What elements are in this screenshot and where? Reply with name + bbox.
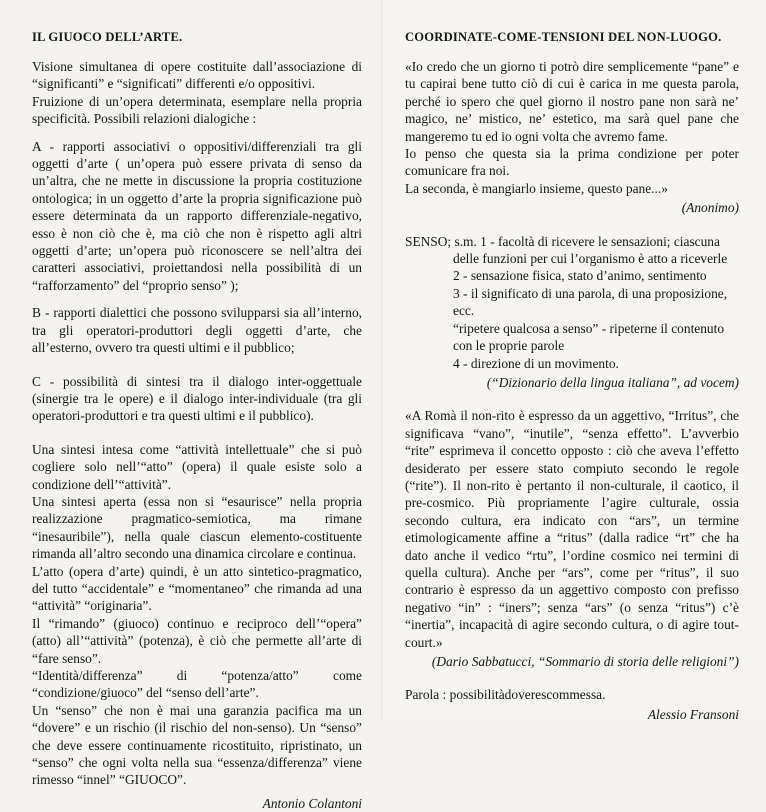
quote-paragraph: La seconda, è mangiarlo insieme, questo pane...» — [405, 180, 668, 196]
relation-a: A - rapporti associativi o oppositivi/differenziali tra gli oggetti d’arte ( un’opera può essere privata di senso da un’altra, che ne mette in discussione la propria costituzione ontologica; in un oggetto d’arte la propria significazione può essere determinata da un rapporto differenziale-negativo, esso è non ciò che è, ma ciò che non è rispetto agli altri oggetti d’arte; un’opera può riconoscere se nell’altra dei caratteri associativi, proiettandosi nella possibilità di un “rafforzamento” del “proprio senso” ); — [32, 138, 362, 293]
definition-line: “ripetere qualcosa a senso” - ripeterne il contenuto — [453, 320, 725, 336]
left-page — [0, 0, 383, 811]
quote-paragraph: «A Romà il non-rito è espresso da un aggettivo, “Irritus”, che significava “vano”, “inutile”, “senza effetto”. L’avverbio “rite” esprimeva il concetto opposto : ciò che aveva l’effetto desiderato per essere stato compiuto secondo le regole (“rite”). Il non-rito è pertanto il non-culturale, il caotico, il pre-cosmico. Più propriamente l’agire culturale, ossia secondo cultura, era indicato con “ars”, un termine etimologicamente affine a “ritus” (dalla radice “rt” che ha dato anche il vedico “rtu”, l’ordine cosmico nei termini di quella cultura). Anche per “ars”, come per “ritus”, il suo contrario è espresso da un aggettivo composto con prefisso negativo “in” : “iners”; senza “ars” (o senza “ritus”) c’è “inertia”, incapacità di agire secondo cultura, o di agire tout-court.» — [405, 408, 739, 650]
definition-line: 2 - sensazione fisica, stato d’animo, sentimento — [453, 268, 707, 284]
quote-paragraph: «Io credo che un giorno ti potrò dire semplicemente “pane” e tu capirai bene tutto ciò di cui è carica in me questa parola, perché io spero che quel giorno il nostro pane non sarà ne’ magico, ne’ mistico, ne’ estetico, ma sarà quel pane che mangeremo tu ed io ogni volta che avremo fame. — [405, 59, 739, 144]
synthesis-paragraph: Una sintesi intesa come “attività intellettuale” che si può cogliere solo nell’“atto” (opera) il quale esiste solo a condizione dell’“attività”. — [32, 441, 362, 492]
quote-author: (Anonimo) — [681, 200, 739, 216]
synthesis-paragraph: Un “senso” che non è mai una garanzia pacifica ma un “dovere” e un rischio (il rischio del non-senso). Un “senso” che deve essere continuamente ricostituito, ripristinato, un “senso” che ogni volta nella sua “essenza/differenza” viene rimesso “innel” “GIUOCO”. — [32, 702, 362, 788]
intro-paragraph: Fruizione di un’opera determinata, esemplare nella propria specificità. Possibili relazioni dialogiche : — [32, 93, 362, 127]
right-column — [405, 30, 739, 723]
right-signature: Alessio Fransoni — [647, 706, 739, 722]
synthesis-paragraph: Una sintesi aperta (essa non si “esaurisce” nella propria realizzazione pragmatico-semiotica, ma rimane “inesauribile”), nella quale ciascun elemento-costituente rimanda all’altro secondo una dinamica circolare e continua. — [32, 493, 362, 562]
relation-c: C - possibilità di sintesi tra il dialogo inter-oggettuale (sinergie tra le opere) e il dialogo inter-individuale (tra gli operatori-produttori e tra questi ultimi e il pubblico). — [32, 373, 362, 424]
left-column — [32, 30, 362, 812]
definition-line: con le proprie parole — [453, 338, 565, 354]
synthesis-paragraph: Il “rimando” (giuoco) continuo e reciproco dell’“opera” (atto) all’“attività” (potenza), è ciò che permette all’arte di “fare senso”. — [32, 615, 362, 666]
left-signature: Antonio Colantoni — [262, 795, 362, 811]
intro-paragraph: Visione simultanea di opere costituite dall’associazione di “significanti” e “significati” differenti e/o oppositivi. — [32, 59, 362, 92]
definition-lines — [453, 250, 739, 372]
definition-line: 3 - il significato di una parola, di una proposizione, ecc. — [453, 285, 728, 319]
relation-b: B - rapporti dialettici che possono svilupparsi sia all’interno, tra gli operatori-produttori degli oggetti d’arte, che all’esterno, ovvero tra questi ultimi e il pubblico; — [32, 305, 362, 356]
quote-source: (Dario Sabbatucci, “Sommario di storia delle religioni”) — [431, 654, 739, 669]
right-page — [383, 0, 766, 720]
synthesis-paragraph: L’atto (opera d’arte) quindi, è un atto sintetico-pragmatico, del tutto “accidentale” e “momentaneo” che rimanda ad una “attività” “originaria”. — [32, 563, 362, 614]
quote-paragraph: Io penso che questa sia la prima condizione per poter comunicare fra noi. — [405, 146, 739, 179]
synthesis-paragraph: “Identità/differenza” di “potenza/atto” come “condizione/giuoco” del “senso dell’arte”. — [32, 668, 362, 701]
definition-line: 4 - direzione di un movimento. — [453, 355, 619, 371]
definition-line: delle funzioni per cui l’organismo è atto a riceverle — [453, 251, 728, 267]
definition-head: SENSO; s.m. 1 - facoltà di ricevere le sensazioni; ciascuna — [405, 233, 720, 249]
definition-source: (“Dizionario della lingua italiana”, ad vocem) — [486, 374, 739, 390]
left-heading: IL GIUOCO DELL’ARTE. — [32, 30, 183, 44]
right-heading: COORDINATE-COME-TENSIONI DEL NON-LUOGO. — [405, 30, 722, 44]
closing-line: Parola : possibilitàdoverescommessa. — [405, 687, 606, 703]
